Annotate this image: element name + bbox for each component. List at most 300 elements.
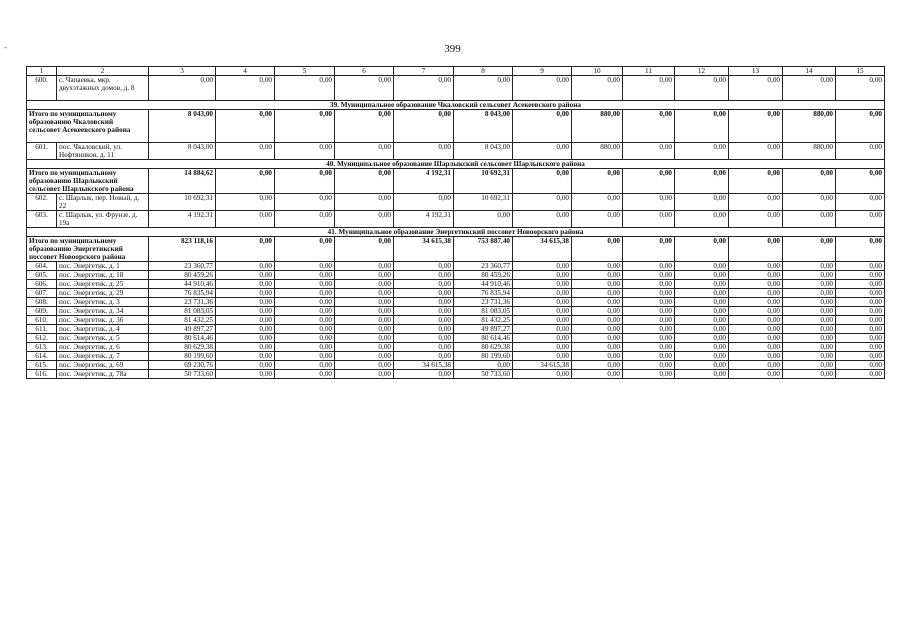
column-number-row (27, 67, 885, 76)
amount-cell: 0,00 (623, 316, 675, 325)
amount-cell: 80 199,60 (149, 352, 216, 361)
amount-cell: 23 731,36 (149, 298, 216, 307)
amount-cell: 0,00 (783, 307, 836, 316)
table-row (27, 271, 885, 280)
amount-cell: 0,00 (572, 316, 623, 325)
amount-cell: 76 835,94 (454, 289, 513, 298)
amount-cell: 0,00 (513, 110, 572, 143)
amount-cell: 0,00 (572, 76, 623, 101)
amount-cell: 0,00 (216, 370, 275, 379)
section-title: 41. Муниципальное образование Энергетикский поссовет Новоорского района (27, 228, 885, 237)
row-number: 610. (27, 316, 57, 325)
amount-cell: 0,00 (513, 289, 572, 298)
amount-cell: 0,00 (216, 289, 275, 298)
amount-cell: 0,00 (783, 370, 836, 379)
amount-cell: 0,00 (335, 289, 394, 298)
amount-cell: 0,00 (675, 370, 729, 379)
address-cell: пос. Энергетик, д. 69 (57, 361, 149, 370)
amount-cell: 823 118,16 (149, 237, 216, 262)
amount-cell: 0,00 (623, 237, 675, 262)
amount-cell: 0,00 (675, 271, 729, 280)
address-cell: пос. Энергетик, д. 1 (57, 262, 149, 271)
address-cell: пос. Энергетик, д. 78а (57, 370, 149, 379)
amount-cell: 0,00 (394, 271, 454, 280)
amount-cell: 0,00 (572, 169, 623, 194)
address-cell: с. Чапаевка, мкр. двухэтажных домов, д. 8 (57, 76, 149, 101)
amount-cell: 0,00 (394, 343, 454, 352)
amount-cell: 0,00 (675, 352, 729, 361)
amount-cell: 0,00 (836, 343, 885, 352)
amount-cell: 0,00 (675, 169, 729, 194)
amount-cell: 0,00 (836, 262, 885, 271)
amount-cell: 0,00 (836, 280, 885, 289)
amount-cell: 49 897,27 (149, 325, 216, 334)
amount-cell: 34 615,38 (394, 361, 454, 370)
address-cell: пос. Энергетик, д. 6 (57, 343, 149, 352)
amount-cell: 0,00 (729, 169, 783, 194)
row-number: 613. (27, 343, 57, 352)
amount-cell: 880,00 (572, 110, 623, 143)
amount-cell: 0,00 (623, 352, 675, 361)
address-cell: пос. Чкаловский, ул. Нефтяников, д. 11 (57, 143, 149, 160)
amount-cell: 0,00 (454, 76, 513, 101)
amount-cell: 0,00 (513, 343, 572, 352)
amount-cell: 0,00 (216, 262, 275, 271)
amount-cell: 0,00 (675, 316, 729, 325)
register-table (26, 66, 885, 379)
amount-cell: 0,00 (394, 289, 454, 298)
amount-cell: 81 432,25 (454, 316, 513, 325)
amount-cell: 0,00 (836, 325, 885, 334)
amount-cell: 0,00 (335, 143, 394, 160)
amount-cell: 0,00 (572, 307, 623, 316)
row-number: 608. (27, 298, 57, 307)
subtotal-label: Итого по муниципальному образованию Энергетикский поссовет Новоорского района (27, 237, 149, 262)
amount-cell: 0,00 (675, 289, 729, 298)
amount-cell: 10 692,31 (149, 194, 216, 211)
amount-cell: 0,00 (836, 194, 885, 211)
amount-cell: 753 887,40 (454, 237, 513, 262)
amount-cell: 0,00 (623, 76, 675, 101)
address-cell: пос. Энергетик, д. 29 (57, 289, 149, 298)
amount-cell: 80 199,60 (454, 352, 513, 361)
table-row (27, 298, 885, 307)
amount-cell: 0,00 (783, 280, 836, 289)
amount-cell: 0,00 (729, 352, 783, 361)
table-row (27, 352, 885, 361)
column-header: 7 (394, 67, 454, 76)
amount-cell: 0,00 (836, 298, 885, 307)
amount-cell: 0,00 (513, 211, 572, 228)
table-row (27, 211, 885, 228)
amount-cell: 0,00 (783, 361, 836, 370)
table-row (27, 280, 885, 289)
amount-cell: 0,00 (394, 316, 454, 325)
amount-cell: 23 360,77 (454, 262, 513, 271)
table-row (27, 343, 885, 352)
address-cell: с. Шарлык, пер. Новый, д. 22 (57, 194, 149, 211)
amount-cell: 0,00 (675, 110, 729, 143)
amount-cell: 0,00 (675, 76, 729, 101)
row-number: 611. (27, 325, 57, 334)
section-heading-row (27, 228, 885, 237)
amount-cell: 0,00 (572, 271, 623, 280)
amount-cell: 0,00 (454, 211, 513, 228)
table-row (27, 334, 885, 343)
amount-cell: 0,00 (216, 316, 275, 325)
amount-cell: 0,00 (623, 211, 675, 228)
amount-cell: 10 692,31 (454, 169, 513, 194)
amount-cell: 0,00 (335, 262, 394, 271)
amount-cell: 0,00 (513, 316, 572, 325)
row-number: 614. (27, 352, 57, 361)
amount-cell: 0,00 (335, 237, 394, 262)
amount-cell: 0,00 (623, 307, 675, 316)
amount-cell: 0,00 (572, 237, 623, 262)
row-number: 606. (27, 280, 57, 289)
amount-cell: 0,00 (572, 211, 623, 228)
subtotal-row (27, 237, 885, 262)
column-header: 11 (623, 67, 675, 76)
row-number: 607. (27, 289, 57, 298)
amount-cell: 0,00 (783, 316, 836, 325)
table-row (27, 76, 885, 101)
amount-cell: 0,00 (149, 76, 216, 101)
amount-cell: 0,00 (623, 280, 675, 289)
amount-cell: 50 733,60 (149, 370, 216, 379)
amount-cell: 0,00 (729, 211, 783, 228)
amount-cell: 0,00 (513, 307, 572, 316)
amount-cell: 0,00 (783, 194, 836, 211)
amount-cell: 0,00 (275, 110, 335, 143)
amount-cell: 0,00 (675, 194, 729, 211)
amount-cell: 0,00 (675, 237, 729, 262)
amount-cell: 0,00 (675, 262, 729, 271)
amount-cell: 0,00 (394, 370, 454, 379)
amount-cell: 0,00 (623, 370, 675, 379)
page-number: 399 (444, 43, 461, 55)
amount-cell: 69 230,76 (149, 361, 216, 370)
amount-cell: 0,00 (836, 110, 885, 143)
table-body (27, 67, 885, 379)
address-cell: пос. Энергетик, д. 25 (57, 280, 149, 289)
amount-cell: 50 733,60 (454, 370, 513, 379)
amount-cell: 0,00 (729, 343, 783, 352)
address-cell: с. Шарлык, ул. Фрунзе, д. 19а (57, 211, 149, 228)
amount-cell: 0,00 (729, 110, 783, 143)
amount-cell: 0,00 (729, 298, 783, 307)
amount-cell: 0,00 (623, 325, 675, 334)
amount-cell: 0,00 (216, 280, 275, 289)
amount-cell: 0,00 (275, 307, 335, 316)
amount-cell: 0,00 (623, 271, 675, 280)
amount-cell: 0,00 (335, 194, 394, 211)
address-cell: пос. Энергетик, д. 4 (57, 325, 149, 334)
amount-cell: 0,00 (675, 334, 729, 343)
address-cell: пос. Энергетик, д. 34 (57, 307, 149, 316)
subtotal-label: Итого по муниципальному образованию Шарлыкский сельсовет Шарлыкского района (27, 169, 149, 194)
amount-cell: 8 043,00 (454, 110, 513, 143)
amount-cell: 0,00 (675, 211, 729, 228)
amount-cell: 44 910,46 (454, 280, 513, 289)
amount-cell: 14 884,62 (149, 169, 216, 194)
address-cell: пос. Энергетик, д. 5 (57, 334, 149, 343)
amount-cell: 4 192,31 (394, 211, 454, 228)
amount-cell: 0,00 (675, 325, 729, 334)
amount-cell: 0,00 (836, 352, 885, 361)
amount-cell: 0,00 (729, 143, 783, 160)
amount-cell: 0,00 (783, 262, 836, 271)
amount-cell: 44 910,46 (149, 280, 216, 289)
column-header: 15 (836, 67, 885, 76)
amount-cell: 0,00 (275, 237, 335, 262)
amount-cell: 0,00 (572, 194, 623, 211)
amount-cell: 0,00 (623, 169, 675, 194)
amount-cell: 80 614,46 (454, 334, 513, 343)
amount-cell: 0,00 (275, 334, 335, 343)
column-header: 8 (454, 67, 513, 76)
amount-cell: 0,00 (572, 325, 623, 334)
row-number: 602. (27, 194, 57, 211)
amount-cell: 0,00 (729, 370, 783, 379)
amount-cell: 0,00 (836, 289, 885, 298)
amount-cell: 0,00 (729, 334, 783, 343)
margin-mark: - (4, 42, 7, 52)
table-row (27, 289, 885, 298)
amount-cell: 0,00 (836, 237, 885, 262)
amount-cell: 0,00 (275, 343, 335, 352)
column-header: 5 (275, 67, 335, 76)
amount-cell: 0,00 (275, 211, 335, 228)
amount-cell: 80 614,46 (149, 334, 216, 343)
table-row (27, 370, 885, 379)
row-number: 600. (27, 76, 57, 101)
amount-cell: 81 083,05 (149, 307, 216, 316)
row-number: 601. (27, 143, 57, 160)
amount-cell: 0,00 (572, 289, 623, 298)
amount-cell: 0,00 (394, 76, 454, 101)
row-number: 612. (27, 334, 57, 343)
amount-cell: 0,00 (572, 280, 623, 289)
amount-cell: 0,00 (335, 110, 394, 143)
column-header: 3 (149, 67, 216, 76)
amount-cell: 880,00 (572, 143, 623, 160)
amount-cell: 0,00 (675, 343, 729, 352)
amount-cell: 76 835,94 (149, 289, 216, 298)
amount-cell: 0,00 (572, 334, 623, 343)
amount-cell: 0,00 (623, 143, 675, 160)
amount-cell: 0,00 (783, 334, 836, 343)
amount-cell: 0,00 (335, 280, 394, 289)
amount-cell: 0,00 (275, 352, 335, 361)
amount-cell: 0,00 (513, 352, 572, 361)
amount-cell: 0,00 (335, 343, 394, 352)
amount-cell: 0,00 (216, 211, 275, 228)
amount-cell: 0,00 (394, 143, 454, 160)
column-header: 4 (216, 67, 275, 76)
amount-cell: 4 192,31 (394, 169, 454, 194)
column-header: 13 (729, 67, 783, 76)
amount-cell: 0,00 (783, 325, 836, 334)
amount-cell: 0,00 (729, 271, 783, 280)
row-number: 609. (27, 307, 57, 316)
amount-cell: 0,00 (394, 262, 454, 271)
amount-cell: 0,00 (513, 194, 572, 211)
amount-cell: 0,00 (623, 110, 675, 143)
row-number: 603. (27, 211, 57, 228)
amount-cell: 0,00 (572, 370, 623, 379)
amount-cell: 8 043,00 (149, 110, 216, 143)
amount-cell: 4 192,31 (149, 211, 216, 228)
amount-cell: 0,00 (623, 262, 675, 271)
amount-cell: 0,00 (216, 325, 275, 334)
amount-cell: 0,00 (394, 110, 454, 143)
amount-cell: 34 615,38 (513, 361, 572, 370)
amount-cell: 0,00 (513, 262, 572, 271)
amount-cell: 0,00 (675, 361, 729, 370)
column-header: 10 (572, 67, 623, 76)
section-heading-row (27, 160, 885, 169)
amount-cell: 0,00 (783, 271, 836, 280)
amount-cell: 0,00 (394, 352, 454, 361)
amount-cell: 0,00 (783, 76, 836, 101)
amount-cell: 0,00 (783, 352, 836, 361)
amount-cell: 0,00 (275, 169, 335, 194)
amount-cell: 0,00 (836, 143, 885, 160)
amount-cell: 0,00 (623, 361, 675, 370)
amount-cell: 0,00 (783, 298, 836, 307)
amount-cell: 81 432,25 (149, 316, 216, 325)
subtotal-row (27, 169, 885, 194)
amount-cell: 0,00 (454, 361, 513, 370)
amount-cell: 34 615,38 (394, 237, 454, 262)
row-number: 604. (27, 262, 57, 271)
amount-cell: 0,00 (675, 143, 729, 160)
amount-cell: 0,00 (275, 271, 335, 280)
table-row (27, 307, 885, 316)
amount-cell: 23 360,77 (149, 262, 216, 271)
amount-cell: 0,00 (275, 325, 335, 334)
amount-cell: 0,00 (836, 334, 885, 343)
amount-cell: 0,00 (216, 307, 275, 316)
amount-cell: 0,00 (216, 169, 275, 194)
section-title: 39. Муниципальное образование Чкаловский сельсовет Асекеевского района (27, 101, 885, 110)
amount-cell: 0,00 (216, 143, 275, 160)
amount-cell: 0,00 (836, 316, 885, 325)
amount-cell: 0,00 (836, 361, 885, 370)
column-header: 12 (675, 67, 729, 76)
amount-cell: 0,00 (729, 325, 783, 334)
amount-cell: 0,00 (335, 76, 394, 101)
amount-cell: 0,00 (216, 352, 275, 361)
amount-cell: 23 731,36 (454, 298, 513, 307)
amount-cell: 0,00 (783, 211, 836, 228)
amount-cell: 0,00 (836, 169, 885, 194)
amount-cell: 0,00 (335, 325, 394, 334)
amount-cell: 0,00 (836, 271, 885, 280)
amount-cell: 80 459,26 (149, 271, 216, 280)
amount-cell: 0,00 (394, 334, 454, 343)
amount-cell: 80 629,38 (149, 343, 216, 352)
amount-cell: 0,00 (216, 194, 275, 211)
amount-cell: 0,00 (335, 271, 394, 280)
amount-cell: 0,00 (513, 334, 572, 343)
row-number: 616. (27, 370, 57, 379)
amount-cell: 0,00 (513, 325, 572, 334)
amount-cell: 0,00 (216, 334, 275, 343)
address-cell: пос. Энергетик, д. 7 (57, 352, 149, 361)
amount-cell: 0,00 (216, 271, 275, 280)
amount-cell: 880,00 (783, 143, 836, 160)
amount-cell: 0,00 (394, 280, 454, 289)
amount-cell: 0,00 (572, 298, 623, 307)
amount-cell: 0,00 (729, 307, 783, 316)
amount-cell: 0,00 (335, 352, 394, 361)
amount-cell: 0,00 (836, 370, 885, 379)
amount-cell: 0,00 (623, 289, 675, 298)
amount-cell: 0,00 (394, 307, 454, 316)
table-row (27, 194, 885, 211)
amount-cell: 81 083,05 (454, 307, 513, 316)
subtotal-label: Итого по муниципальному образованию Чкаловский сельсовет Асекеевского района (27, 110, 149, 143)
amount-cell: 34 615,38 (513, 237, 572, 262)
amount-cell: 0,00 (216, 237, 275, 262)
amount-cell: 0,00 (729, 237, 783, 262)
amount-cell: 0,00 (216, 343, 275, 352)
amount-cell: 0,00 (335, 361, 394, 370)
amount-cell: 0,00 (335, 316, 394, 325)
amount-cell: 0,00 (783, 169, 836, 194)
amount-cell: 0,00 (275, 262, 335, 271)
amount-cell: 0,00 (275, 298, 335, 307)
subtotal-row (27, 110, 885, 143)
amount-cell: 0,00 (729, 194, 783, 211)
amount-cell: 0,00 (335, 307, 394, 316)
amount-cell: 0,00 (335, 370, 394, 379)
amount-cell: 0,00 (675, 280, 729, 289)
amount-cell: 0,00 (513, 76, 572, 101)
amount-cell: 0,00 (394, 298, 454, 307)
amount-cell: 0,00 (216, 76, 275, 101)
amount-cell: 0,00 (513, 370, 572, 379)
column-header: 2 (57, 67, 149, 76)
amount-cell: 80 459,26 (454, 271, 513, 280)
amount-cell: 0,00 (216, 110, 275, 143)
amount-cell: 0,00 (572, 262, 623, 271)
amount-cell: 0,00 (729, 76, 783, 101)
column-header: 6 (335, 67, 394, 76)
amount-cell: 0,00 (275, 289, 335, 298)
amount-cell: 0,00 (836, 211, 885, 228)
amount-cell: 0,00 (783, 237, 836, 262)
amount-cell: 0,00 (275, 143, 335, 160)
amount-cell: 0,00 (335, 169, 394, 194)
amount-cell: 8 043,00 (454, 143, 513, 160)
amount-cell: 0,00 (335, 334, 394, 343)
amount-cell: 0,00 (729, 262, 783, 271)
amount-cell: 0,00 (729, 361, 783, 370)
amount-cell: 0,00 (623, 334, 675, 343)
amount-cell: 0,00 (513, 298, 572, 307)
section-title: 40. Муниципальное образование Шарлыкский сельсовет Шарлыкского района (27, 160, 885, 169)
table-row (27, 143, 885, 160)
amount-cell: 0,00 (729, 316, 783, 325)
amount-cell: 0,00 (275, 194, 335, 211)
amount-cell: 0,00 (836, 307, 885, 316)
amount-cell: 0,00 (623, 298, 675, 307)
amount-cell: 0,00 (623, 194, 675, 211)
amount-cell: 0,00 (275, 280, 335, 289)
